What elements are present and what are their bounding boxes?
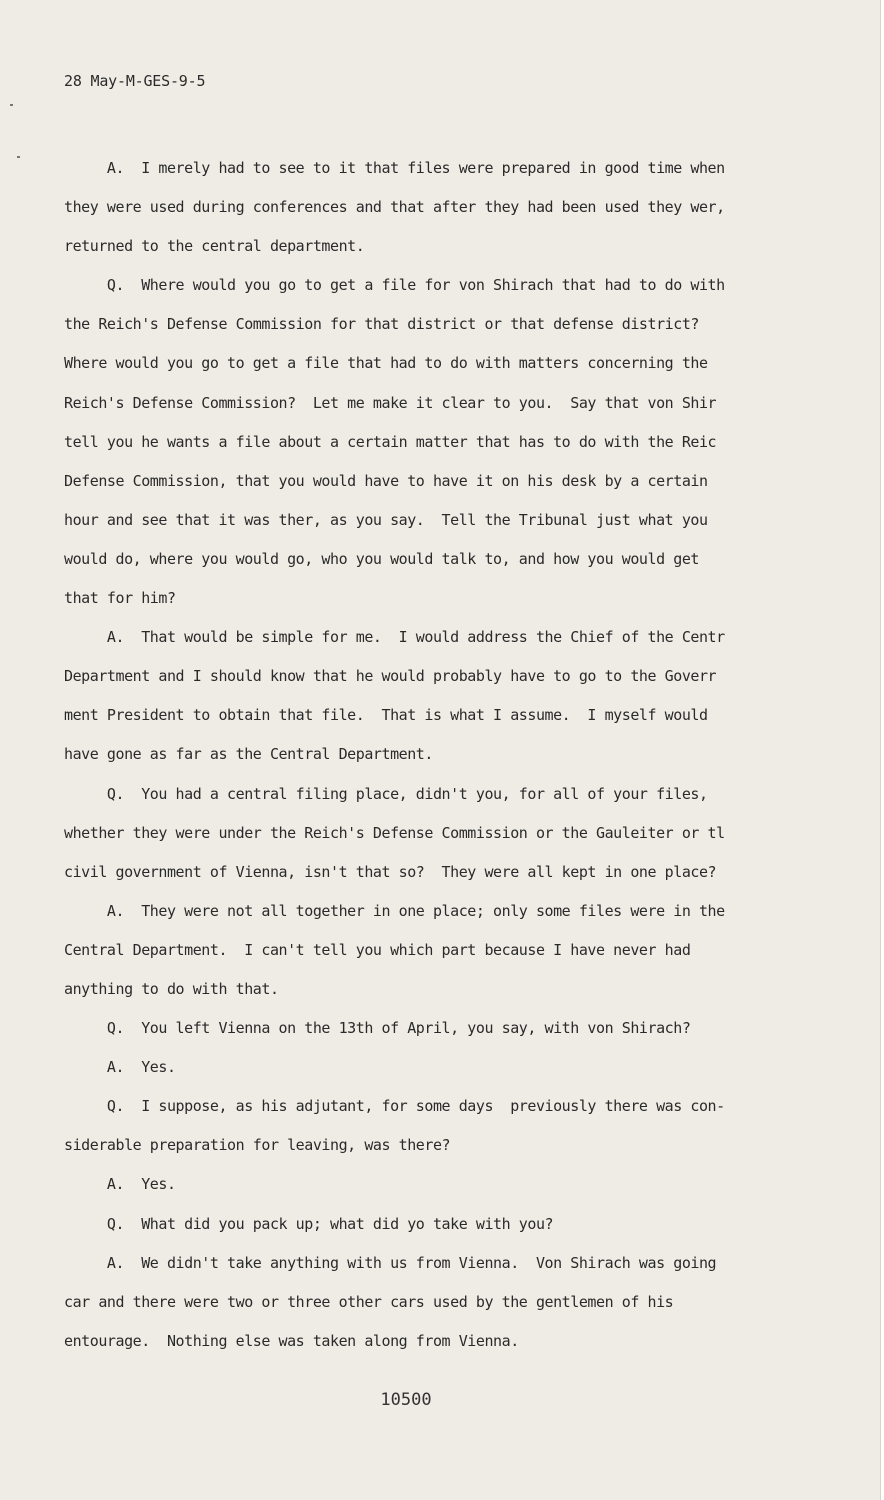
text-line: anything to do with that. (64, 979, 279, 998)
testimony-text (64, 149, 876, 1361)
text-line: Reich's Defense Commission? Let me make it clear to you. Say that von Shir (64, 393, 717, 412)
text-line: that for him? (64, 589, 176, 608)
text-line: civil government of Vienna, isn't that so? They were all kept in one place? (64, 862, 717, 881)
text-line: Defense Commission, that you would have to have it on his desk by a certain (64, 471, 708, 490)
text-line: A. I merely had to see to it that files were prepared in good time when (64, 159, 725, 177)
text-line: Q. I suppose, as his adjutant, for some days previously there was con- (64, 1097, 725, 1116)
text-line: siderable preparation for leaving, was there? (64, 1136, 451, 1155)
text-line: hour and see that it was ther, as you say. Tell the Tribunal just what you (64, 510, 708, 529)
text-line: Central Department. I can't tell you which part because I have never had (64, 940, 691, 959)
margin-mark (17, 156, 20, 158)
text-line: A. Yes. (64, 1175, 176, 1194)
text-line: tell you he wants a file about a certain matter that has to do with the Reic (64, 432, 717, 451)
text-line: have gone as far as the Central Department. (64, 745, 433, 764)
text-line: A. That would be simple for me. I would address the Chief of the Centr (64, 628, 725, 647)
page-number: 10500 (380, 1390, 432, 1410)
text-line: Q. Where would you go to get a file for von Shirach that had to do with (64, 276, 725, 295)
text-line: Q. You had a central filing place, didn't you, for all of your files, (64, 784, 708, 803)
text-line: Department and I should know that he would probably have to go to the Goverr (64, 667, 717, 686)
text-line: entourage. Nothing else was taken along from Vienna. (64, 1331, 519, 1350)
text-line: A. Yes. (64, 1058, 176, 1077)
text-line: car and there were two or three other cars used by the gentlemen of his (64, 1292, 674, 1311)
margin-mark (10, 104, 13, 106)
text-line: Q. You left Vienna on the 13th of April, you say, with von Shirach? (64, 1019, 691, 1038)
text-line: A. We didn't take anything with us from Vienna. Von Shirach was going (64, 1253, 717, 1272)
text-line: they were used during conferences and that after they had been used they wer, (64, 198, 725, 217)
text-line: A. They were not all together in one place; only some files were in the (64, 901, 725, 920)
text-line: Where would you go to get a file that had to do with matters concerning the (64, 354, 708, 373)
text-line: would do, where you would go, who you would talk to, and how you would get (64, 549, 699, 568)
text-line: ment President to obtain that file. That is what I assume. I myself would (64, 706, 708, 725)
text-line: whether they were under the Reich's Defense Commission or the Gauleiter or tl (64, 823, 725, 842)
document-header-code: 28 May-M-GES-9-5 (64, 72, 206, 90)
text-line: returned to the central department. (64, 237, 365, 256)
text-line: the Reich's Defense Commission for that district or that defense district? (64, 315, 699, 334)
text-line: Q. What did you pack up; what did yo take with you? (64, 1214, 554, 1233)
